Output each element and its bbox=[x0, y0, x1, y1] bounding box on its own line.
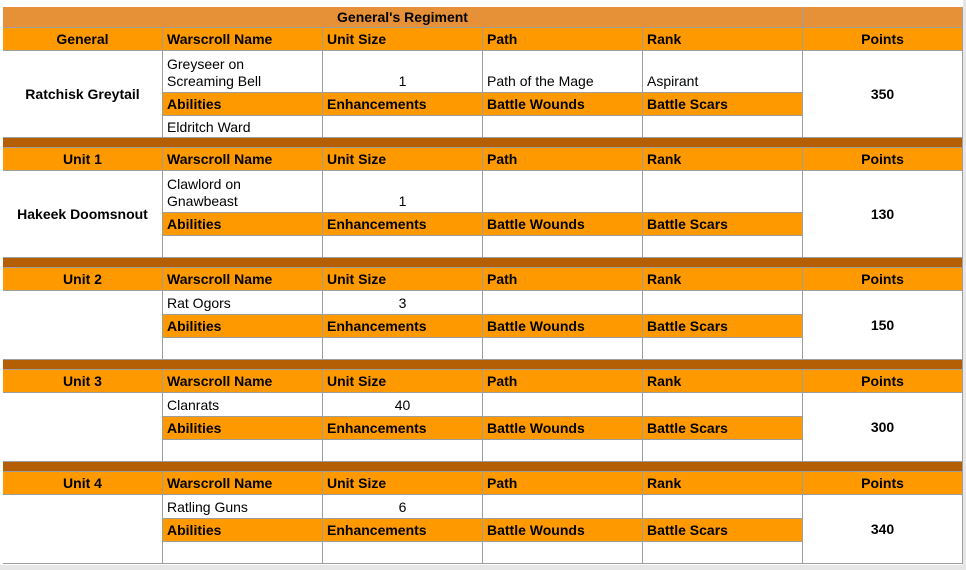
unit3-points: 300 bbox=[870, 418, 895, 435]
abilities-header[interactable]: Abilities bbox=[163, 417, 323, 440]
rank-header[interactable]: Rank bbox=[643, 472, 803, 495]
general-points: 350 bbox=[870, 85, 895, 102]
battle-wounds-header[interactable]: Battle Wounds bbox=[483, 315, 643, 338]
general-header[interactable]: General bbox=[3, 28, 163, 51]
abilities-header[interactable]: Abilities bbox=[163, 93, 323, 116]
unit1-ability-cell[interactable] bbox=[163, 236, 323, 258]
enhancements-header[interactable]: Enhancements bbox=[323, 417, 483, 440]
warscroll-name-header[interactable]: Warscroll Name bbox=[163, 472, 323, 495]
unit3-path-cell[interactable] bbox=[483, 393, 643, 417]
unit2-enhancement-cell[interactable] bbox=[323, 338, 483, 360]
abilities-header[interactable]: Abilities bbox=[163, 213, 323, 236]
enhancements-header[interactable]: Enhancements bbox=[323, 519, 483, 542]
battle-scars-header[interactable]: Battle Scars bbox=[643, 519, 803, 542]
points-header[interactable]: Points bbox=[803, 28, 963, 51]
unit4-unit-size-cell[interactable]: 6 bbox=[323, 495, 483, 519]
separator-row bbox=[3, 462, 963, 472]
general-rank-cell[interactable]: Aspirant bbox=[643, 51, 803, 93]
warscroll-name-header[interactable]: Warscroll Name bbox=[163, 148, 323, 171]
points-header[interactable]: Points bbox=[803, 370, 963, 393]
unit3-rank-cell[interactable] bbox=[643, 393, 803, 417]
regiment-title[interactable]: General's Regiment bbox=[3, 7, 803, 28]
path-header[interactable]: Path bbox=[483, 148, 643, 171]
general-name-cell[interactable] bbox=[3, 51, 163, 138]
unit4-battle-scars-cell[interactable] bbox=[643, 542, 803, 564]
unit2-path-cell[interactable] bbox=[483, 291, 643, 315]
enhancements-header[interactable]: Enhancements bbox=[323, 213, 483, 236]
title-row-cell[interactable] bbox=[803, 7, 963, 28]
unit2-ability-cell[interactable] bbox=[163, 338, 323, 360]
enhancements-header[interactable]: Enhancements bbox=[323, 93, 483, 116]
general-path-cell[interactable]: Path of the Mage bbox=[483, 51, 643, 93]
unit1-battle-scars-cell[interactable] bbox=[643, 236, 803, 258]
rank-header[interactable]: Rank bbox=[643, 148, 803, 171]
unit4-rank-cell[interactable] bbox=[643, 495, 803, 519]
warscroll-name-header[interactable]: Warscroll Name bbox=[163, 28, 323, 51]
unit1-warscroll-line1: Clawlord on bbox=[167, 176, 241, 192]
unit1-battle-wounds-cell[interactable] bbox=[483, 236, 643, 258]
abilities-header[interactable]: Abilities bbox=[163, 315, 323, 338]
unit2-battle-scars-cell[interactable] bbox=[643, 338, 803, 360]
general-unit-size-cell[interactable]: 1 bbox=[323, 51, 483, 93]
unit1-name: Hakeek Doomsnout bbox=[17, 205, 148, 222]
unit1-points: 130 bbox=[870, 205, 895, 222]
unit3-enhancement-cell[interactable] bbox=[323, 440, 483, 462]
abilities-header[interactable]: Abilities bbox=[163, 519, 323, 542]
general-warscroll-cell[interactable] bbox=[163, 51, 323, 93]
general-warscroll-line1: Greyseer on bbox=[167, 56, 245, 72]
rank-header[interactable]: Rank bbox=[643, 28, 803, 51]
rank-header[interactable]: Rank bbox=[643, 268, 803, 291]
battle-scars-header[interactable]: Battle Scars bbox=[643, 417, 803, 440]
battle-scars-header[interactable]: Battle Scars bbox=[643, 213, 803, 236]
general-enhancement-cell[interactable] bbox=[323, 116, 483, 138]
battle-wounds-header[interactable]: Battle Wounds bbox=[483, 417, 643, 440]
unit4-points-cell[interactable] bbox=[803, 495, 963, 564]
battle-wounds-header[interactable]: Battle Wounds bbox=[483, 93, 643, 116]
battle-scars-header[interactable]: Battle Scars bbox=[643, 315, 803, 338]
unit4-enhancement-cell[interactable] bbox=[323, 542, 483, 564]
unit-size-header[interactable]: Unit Size bbox=[323, 268, 483, 291]
unit2-battle-wounds-cell[interactable] bbox=[483, 338, 643, 360]
unit-size-header[interactable]: Unit Size bbox=[323, 370, 483, 393]
path-header[interactable]: Path bbox=[483, 370, 643, 393]
general-ability-cell[interactable]: Eldritch Ward bbox=[163, 116, 323, 138]
battle-wounds-header[interactable]: Battle Wounds bbox=[483, 519, 643, 542]
unit2-name-cell[interactable] bbox=[3, 291, 163, 360]
general-battle-scars-cell[interactable] bbox=[643, 116, 803, 138]
unit4-battle-wounds-cell[interactable] bbox=[483, 542, 643, 564]
unit2-unit-size-cell[interactable]: 3 bbox=[323, 291, 483, 315]
unit4-header[interactable]: Unit 4 bbox=[3, 472, 163, 495]
path-header[interactable]: Path bbox=[483, 472, 643, 495]
warscroll-name-header[interactable]: Warscroll Name bbox=[163, 268, 323, 291]
unit3-header[interactable]: Unit 3 bbox=[3, 370, 163, 393]
unit1-path-cell[interactable] bbox=[483, 171, 643, 213]
unit4-warscroll-cell[interactable]: Ratling Guns bbox=[163, 495, 323, 519]
unit1-warscroll-cell[interactable] bbox=[163, 171, 323, 213]
path-header[interactable]: Path bbox=[483, 28, 643, 51]
unit3-warscroll-cell[interactable]: Clanrats bbox=[163, 393, 323, 417]
unit2-points-cell[interactable] bbox=[803, 291, 963, 360]
separator-row bbox=[3, 138, 963, 148]
points-header[interactable]: Points bbox=[803, 268, 963, 291]
warscroll-name-header[interactable]: Warscroll Name bbox=[163, 370, 323, 393]
battle-wounds-header[interactable]: Battle Wounds bbox=[483, 213, 643, 236]
unit1-unit-size-cell[interactable]: 1 bbox=[323, 171, 483, 213]
separator-row bbox=[3, 360, 963, 370]
separator-row bbox=[3, 258, 963, 268]
path-header[interactable]: Path bbox=[483, 268, 643, 291]
unit1-header[interactable]: Unit 1 bbox=[3, 148, 163, 171]
unit-size-header[interactable]: Unit Size bbox=[323, 148, 483, 171]
unit3-ability-cell[interactable] bbox=[163, 440, 323, 462]
unit4-name-cell[interactable] bbox=[3, 495, 163, 564]
unit3-name-cell[interactable] bbox=[3, 393, 163, 462]
points-header[interactable]: Points bbox=[803, 148, 963, 171]
unit1-warscroll-line2: Gnawbeast bbox=[167, 193, 238, 209]
points-header[interactable]: Points bbox=[803, 472, 963, 495]
general-name: Ratchisk Greytail bbox=[25, 85, 140, 102]
unit1-name-cell[interactable] bbox=[3, 171, 163, 258]
unit4-ability-cell[interactable] bbox=[163, 542, 323, 564]
unit3-battle-scars-cell[interactable] bbox=[643, 440, 803, 462]
general-points-cell[interactable] bbox=[803, 51, 963, 138]
unit2-header[interactable]: Unit 2 bbox=[3, 268, 163, 291]
unit3-battle-wounds-cell[interactable] bbox=[483, 440, 643, 462]
unit1-points-cell[interactable] bbox=[803, 171, 963, 258]
unit2-warscroll-cell[interactable]: Rat Ogors bbox=[163, 291, 323, 315]
unit2-points: 150 bbox=[870, 316, 895, 333]
general-battle-wounds-cell[interactable] bbox=[483, 116, 643, 138]
unit3-points-cell[interactable] bbox=[803, 393, 963, 462]
battle-scars-header[interactable]: Battle Scars bbox=[643, 93, 803, 116]
unit4-points: 340 bbox=[870, 520, 895, 537]
unit4-path-cell[interactable] bbox=[483, 495, 643, 519]
unit-size-header[interactable]: Unit Size bbox=[323, 28, 483, 51]
unit2-rank-cell[interactable] bbox=[643, 291, 803, 315]
unit-size-header[interactable]: Unit Size bbox=[323, 472, 483, 495]
unit3-unit-size-cell[interactable]: 40 bbox=[323, 393, 483, 417]
enhancements-header[interactable]: Enhancements bbox=[323, 315, 483, 338]
unit1-enhancement-cell[interactable] bbox=[323, 236, 483, 258]
unit1-rank-cell[interactable] bbox=[643, 171, 803, 213]
rank-header[interactable]: Rank bbox=[643, 370, 803, 393]
sheet-bottom-edge bbox=[0, 565, 966, 570]
general-warscroll-line2: Screaming Bell bbox=[167, 73, 262, 89]
